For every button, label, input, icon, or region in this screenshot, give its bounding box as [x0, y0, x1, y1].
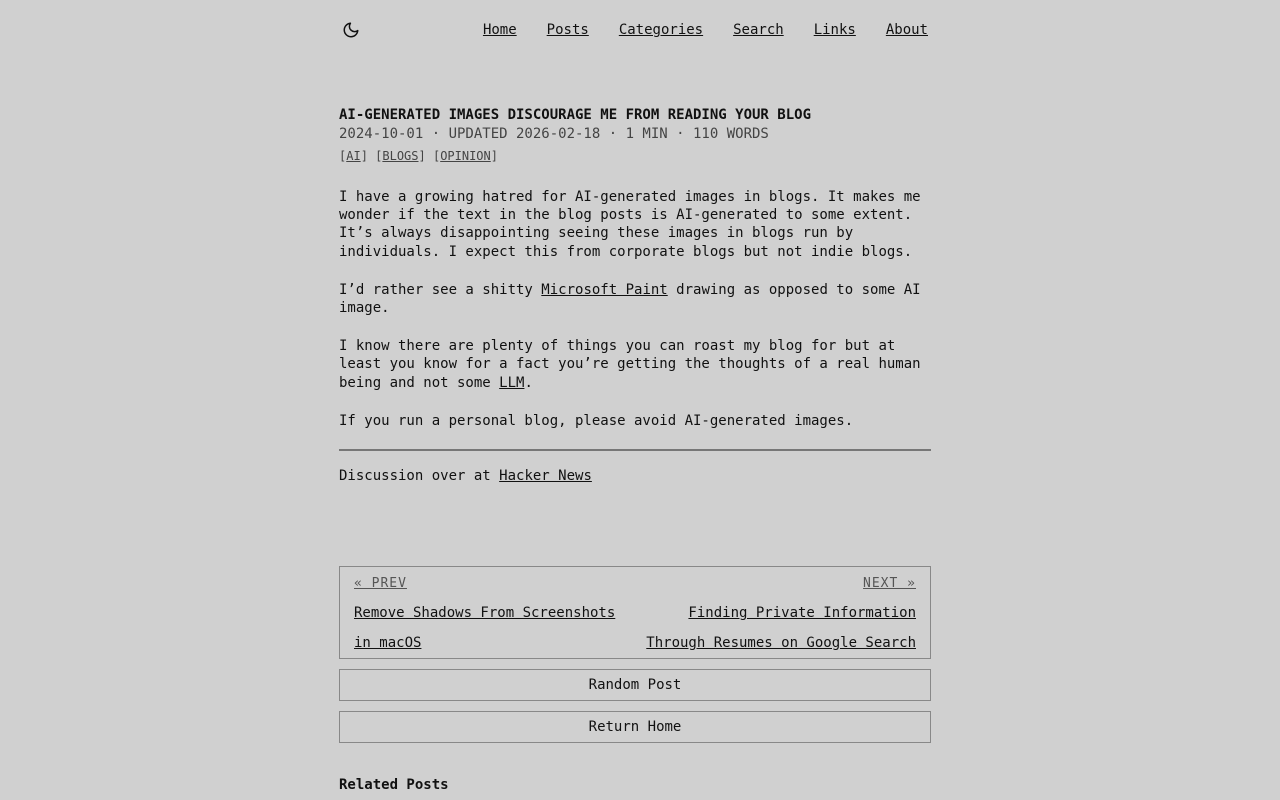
paragraph-3	[339, 337, 931, 392]
text: .	[524, 374, 533, 391]
paragraph-2	[339, 281, 931, 317]
paragraph-1: I have a growing hatred for AI-generated images in blogs. It makes me wonder if the text in the blog posts is AI-generated to some extent. It’s always disappointing seeing these images in blogs run by individuals. I expect this from corporate blogs but not indie blogs.	[339, 189, 921, 260]
discussion	[339, 467, 592, 485]
return-home-button[interactable]: Return Home	[339, 711, 931, 743]
post-meta: 2024-10-01 · UPDATED 2026-02-18 · 1 MIN · 110 WORDS	[339, 126, 769, 142]
post-pager	[339, 566, 931, 659]
page-container	[339, 0, 931, 793]
moon-icon[interactable]	[341, 20, 361, 40]
paragraph-4: If you run a personal blog, please avoid AI-generated images.	[339, 412, 854, 429]
llm-link[interactable]: LLM	[499, 374, 525, 391]
tag-blogs[interactable]: BLOGS	[382, 149, 419, 163]
nav-links[interactable]: Links	[813, 22, 856, 38]
text: I’d rather see a shitty	[339, 281, 542, 298]
post-tags: [AI] [BLOGS] [OPINION]	[339, 149, 498, 163]
nav-search[interactable]: Search	[733, 22, 784, 38]
next-title[interactable]: Finding Private Information Through Resumes on Google Search	[646, 605, 916, 651]
random-post-button[interactable]: Random Post	[339, 669, 931, 701]
next-post[interactable]	[646, 575, 916, 658]
text: drawing as opposed to some AI image.	[339, 281, 921, 317]
nav-posts[interactable]: Posts	[546, 22, 589, 38]
nav-categories[interactable]: Categories	[618, 22, 704, 38]
prev-post[interactable]	[354, 575, 624, 658]
discussion-text: Discussion over at	[339, 468, 500, 484]
related-posts-heading: Related Posts	[339, 777, 449, 793]
prev-label[interactable]: « PREV	[354, 576, 407, 591]
hacker-news-link[interactable]: Hacker News	[499, 468, 592, 484]
post-content	[339, 188, 931, 450]
main-nav	[483, 20, 928, 40]
post-title: AI-GENERATED IMAGES DISCOURAGE ME FROM READING YOUR BLOG	[339, 107, 812, 123]
microsoft-paint-link[interactable]: Microsoft Paint	[541, 281, 668, 298]
tag-ai[interactable]: AI	[346, 149, 361, 163]
nav-about[interactable]: About	[885, 22, 928, 38]
divider	[339, 449, 931, 451]
nav-home[interactable]: Home	[482, 22, 517, 38]
prev-title[interactable]: Remove Shadows From Screenshots in macOS	[354, 605, 616, 651]
tag-opinion[interactable]: OPINION	[440, 149, 491, 163]
site-header	[339, 0, 931, 60]
next-label[interactable]: NEXT »	[863, 576, 916, 591]
text: I know there are plenty of things you can roast my blog for but at least you know for a fact you’re getting the thoughts of a real human being and not some	[339, 338, 921, 391]
